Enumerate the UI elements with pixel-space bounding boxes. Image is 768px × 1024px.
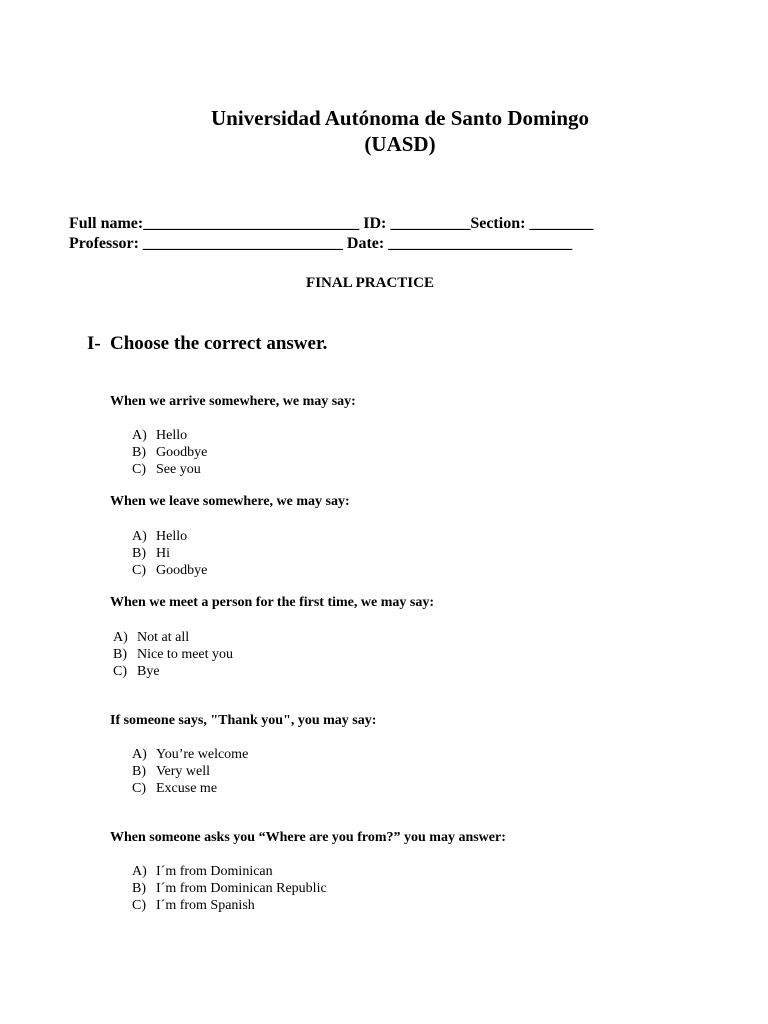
option: [132, 863, 327, 880]
option: [132, 427, 207, 444]
option-text: I´m from Dominican Republic: [156, 881, 327, 896]
question-options: [132, 863, 327, 914]
option: [132, 763, 248, 780]
option-letter: C): [132, 781, 146, 796]
form-line-professor-date: Professor: _________________________ Date: _______________________: [69, 235, 573, 252]
option-letter: A): [132, 747, 147, 762]
university-title: Universidad Autónoma de Santo Domingo: [210, 106, 590, 130]
option-letter: B): [132, 546, 146, 561]
practice-title: FINAL PRACTICE: [306, 275, 434, 291]
option: [132, 780, 248, 797]
option-text: See you: [156, 462, 201, 477]
option-text: Very well: [156, 764, 211, 779]
option: [113, 629, 233, 646]
option-text: Excuse me: [156, 781, 218, 796]
option-letter: B): [113, 647, 127, 662]
option: [132, 545, 207, 562]
option-text: Goodbye: [156, 563, 208, 578]
option-letter: A): [132, 529, 147, 544]
option: [132, 461, 207, 478]
university-acronym: (UASD): [364, 132, 436, 156]
section-number: I-: [87, 333, 101, 354]
form-line-name-id-section: Full name:___________________________ ID: __________Section: ________: [69, 215, 594, 232]
question-options: [132, 427, 207, 478]
option: [132, 746, 248, 763]
option-letter: C): [132, 563, 146, 578]
option-text: Hi: [156, 546, 170, 561]
question-prompt: When we arrive somewhere, we may say:: [110, 394, 356, 409]
question-prompt: When someone asks you “Where are you from?” you may answer:: [110, 830, 506, 845]
option-text: I´m from Dominican: [156, 864, 273, 879]
option-letter: A): [113, 630, 128, 645]
option-text: Hello: [156, 529, 188, 544]
option: [113, 663, 233, 680]
option-letter: B): [132, 764, 146, 779]
option-letter: A): [132, 864, 147, 879]
option: [132, 880, 327, 897]
option-text: I´m from Spanish: [156, 898, 255, 913]
option: [132, 897, 327, 914]
option-letter: C): [132, 898, 146, 913]
question-prompt: When we meet a person for the first time, we may say:: [110, 595, 434, 610]
section-title: Choose the correct answer.: [110, 333, 328, 354]
option-text: Not at all: [137, 630, 190, 645]
option-letter: A): [132, 428, 147, 443]
option: [113, 646, 233, 663]
option: [132, 528, 207, 545]
option-text: Nice to meet you: [137, 647, 234, 662]
option: [132, 562, 207, 579]
question-options: [113, 629, 233, 680]
option-text: Hello: [156, 428, 188, 443]
question-prompt: When we leave somewhere, we may say:: [110, 494, 350, 509]
question-options: [132, 746, 248, 797]
option-letter: B): [132, 881, 146, 896]
question-options: [132, 528, 207, 579]
option-text: Goodbye: [156, 445, 208, 460]
option-text: You’re welcome: [156, 747, 249, 762]
option-letter: C): [132, 462, 146, 477]
option-letter: C): [113, 664, 127, 679]
option: [132, 444, 207, 461]
option-letter: B): [132, 445, 146, 460]
option-text: Bye: [137, 664, 160, 679]
section-heading: [87, 333, 327, 355]
question-prompt: If someone says, "Thank you", you may say:: [110, 713, 377, 728]
